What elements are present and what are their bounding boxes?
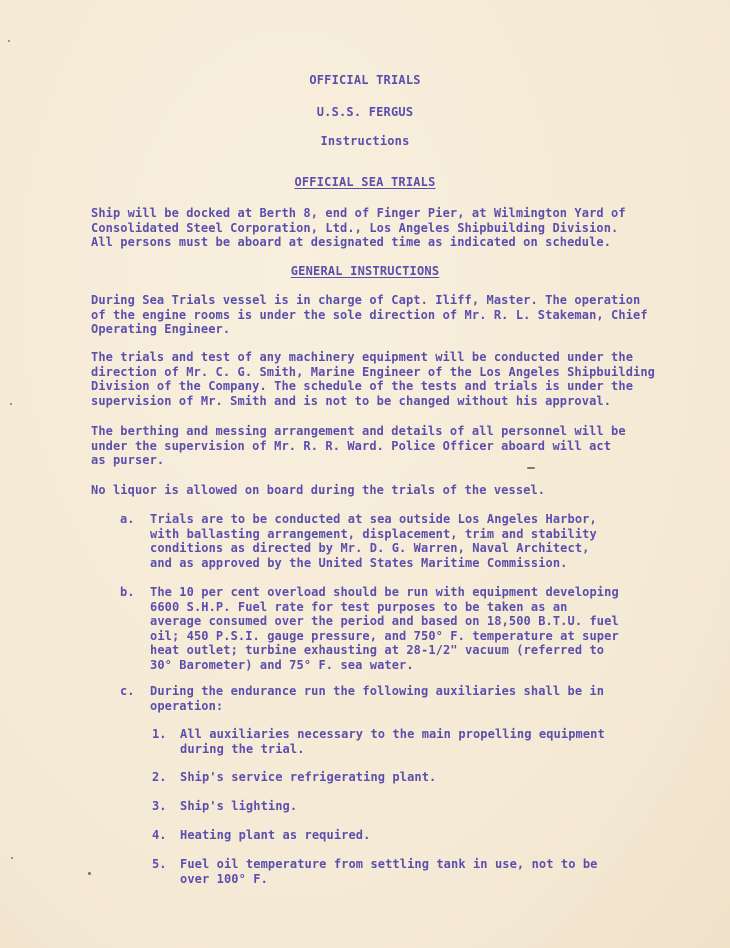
- general-paragraph-1: During Sea Trials vessel is in charge of Capt. Iliff, Master. The operation of the engine rooms is under the sole direction of Mr. R. L. Stakeman, Chief Operating Engineer.: [91, 293, 648, 336]
- item-label-c: c.: [120, 684, 135, 698]
- paper-speck: [527, 467, 535, 469]
- item-text-a: Trials are to be conducted at sea outside Los Angeles Harbor, with ballasting arrangement, displacement, trim and stability conditions as directed by Mr. D. G. Warren, Naval Architect, and as approved by the United States Maritime Commission.: [150, 512, 597, 570]
- document-title: OFFICIAL TRIALS: [309, 73, 421, 87]
- subitem-text-3: Ship's lighting.: [180, 799, 298, 813]
- item-label-b: b.: [120, 585, 135, 599]
- subitem-label-5: 5.: [152, 857, 167, 871]
- sea-trials-paragraph: Ship will be docked at Berth 8, end of Finger Pier, at Wilmington Yard of Consolidated Steel Corporation, Ltd., Los Angeles Shipbuilding Division. All persons must be aboard at designated time as indicated on schedule.: [91, 206, 626, 249]
- item-label-a: a.: [120, 512, 135, 526]
- paper-speck: [10, 403, 12, 405]
- general-paragraph-3: The berthing and messing arrangement and details of all personnel will be under the supervision of Mr. R. R. Ward. Police Officer aboard will act as purser.: [91, 424, 626, 467]
- subitem-text-1: All auxiliaries necessary to the main propelling equipment during the trial.: [180, 727, 605, 756]
- subitem-label-3: 3.: [152, 799, 167, 813]
- subitem-label-1: 1.: [152, 727, 167, 741]
- item-text-c: During the endurance run the following auxiliaries shall be in operation:: [150, 684, 605, 713]
- item-text-b: The 10 per cent overload should be run with equipment developing 6600 S.H.P. Fuel rate for test purposes to be taken as an average consumed over the period and based on 18,500 B.T.U. fuel oil; 450 P.S.I. gauge pressure, and 750° F. temperature at super heat outlet; turbine exhausting at 28-1/2" vacuum (referred to 30° Barometer) and 75° F. sea water.: [150, 585, 619, 672]
- general-paragraph-4: No liquor is allowed on board during the trials of the vessel.: [91, 483, 546, 497]
- paper-speck: [8, 40, 10, 42]
- paper-speck: [88, 872, 91, 875]
- subitem-text-4: Heating plant as required.: [180, 828, 371, 842]
- paper-speck: [11, 857, 13, 859]
- general-paragraph-2: The trials and test of any machinery equipment will be conducted under the direction of Mr. C. G. Smith, Marine Engineer of the Los Angeles Shipbuilding Division of the Company. The schedule of the tests and trials is under the supervision of Mr. Smith and is not to be changed without his approval.: [91, 350, 655, 408]
- document-subtitle: Instructions: [320, 134, 410, 148]
- section-heading-sea-trials: OFFICIAL SEA TRIALS: [294, 175, 436, 189]
- ship-name: U.S.S. FERGUS: [316, 105, 414, 119]
- section-heading-general-instructions: GENERAL INSTRUCTIONS: [290, 264, 440, 278]
- subitem-text-5: Fuel oil temperature from settling tank in use, not to be over 100° F.: [180, 857, 598, 886]
- subitem-text-2: Ship's service refrigerating plant.: [180, 770, 437, 784]
- subitem-label-4: 4.: [152, 828, 167, 842]
- subitem-label-2: 2.: [152, 770, 167, 784]
